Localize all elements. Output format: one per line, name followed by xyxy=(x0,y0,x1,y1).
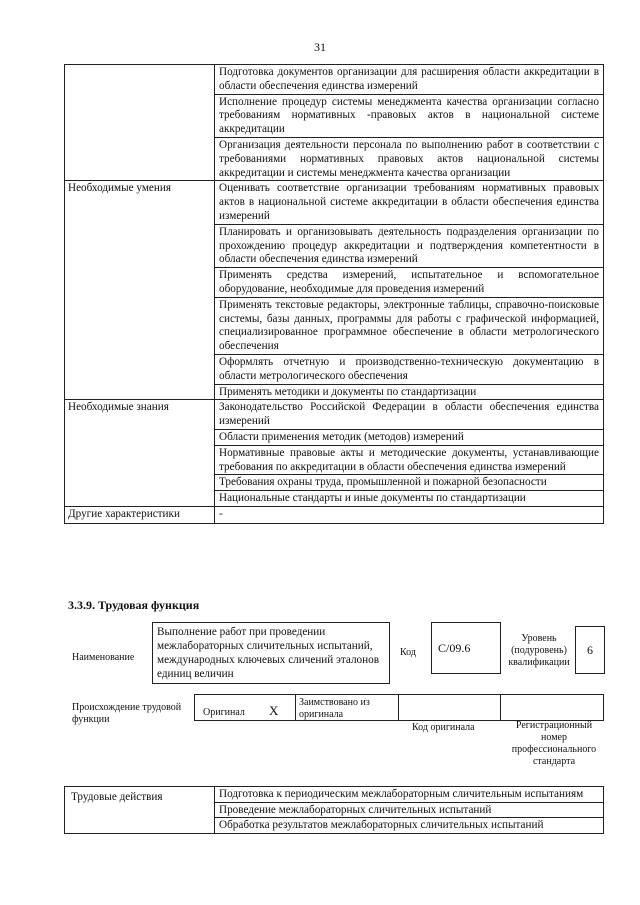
row-label: Необходимые умения xyxy=(65,181,215,400)
name-value: Выполнение работ при проведении межлабораторных сличительных испытаний, международных ключевых сличений эталонов единиц величин xyxy=(157,626,380,680)
name-label: Наименование xyxy=(72,652,135,663)
origin-divider-2 xyxy=(500,695,501,720)
section-heading: 3.3.9. Трудовая функция xyxy=(68,598,200,612)
row-label: Необходимые знания xyxy=(65,400,215,507)
original-mark: X xyxy=(269,703,279,718)
row-item: Применять средства измерений, испытательное и вспомогательное оборудование, необходимые для проведения измерений xyxy=(215,268,604,298)
row-item: Подготовка документов организации для расширения области аккредитации в области обеспечения единства измерений xyxy=(215,65,604,95)
level-value-box xyxy=(575,626,605,674)
competency-table xyxy=(64,64,604,524)
row-item: Организация деятельности персонала по выполнению работ в соответствии с требованиями нормативных правовых актов национальной системы аккредитации и системы менеджмента качества организации xyxy=(215,137,604,180)
origin-divider-1 xyxy=(398,695,399,720)
row-label: Трудовые действия xyxy=(65,787,215,834)
row-item: Применять текстовые редакторы, электронные таблицы, справочно-поисковые системы, базы данных, программы для работы с графической информацией, специализированное программное обеспечение в области метрологического обеспечения xyxy=(215,297,604,354)
row-item: Оформлять отчетную и производственно-техническую документацию в области метрологического обеспечения xyxy=(215,354,604,384)
row-label xyxy=(65,65,215,181)
row-label: Другие характеристики xyxy=(65,506,215,523)
reg-number-label: Регистрационный номер профессионального стандарта xyxy=(511,720,597,767)
name-value-box xyxy=(152,622,390,684)
row-item: Подготовка к периодическим межлабораторным сличительным испытаниям xyxy=(215,787,604,803)
row-item: Применять методики и документы по стандартизации xyxy=(215,384,604,400)
row-item: Проведение межлабораторных сличительных испытаний xyxy=(215,802,604,818)
table-row xyxy=(65,65,604,95)
row-item: - xyxy=(215,506,604,523)
original-label: Оригинал xyxy=(203,707,245,718)
code-label: Код xyxy=(400,647,416,658)
table-row xyxy=(65,181,604,224)
row-item: Обработка результатов межлабораторных сличительных испытаний xyxy=(215,818,604,834)
level-value: 6 xyxy=(587,643,593,657)
level-label: Уровень (подуровень) квалификации xyxy=(508,633,570,668)
table-row xyxy=(65,400,604,430)
code-value: С/09.6 xyxy=(438,641,471,655)
borrowed-label: Заимствовано из оригинала xyxy=(299,697,370,720)
table-row xyxy=(65,787,604,803)
origin-label: Происхождение трудовой функции xyxy=(72,702,182,725)
original-cell xyxy=(195,695,296,720)
row-item: Нормативные правовые акты и методические документы, устанавливающие требования по аккредитации в области обеспечения единства измерений xyxy=(215,445,604,475)
row-item: Оценивать соответствие организации требованиям нормативных правовых актов в национальной системе аккредитации в области обеспечения единства измерений xyxy=(215,181,604,224)
origin-row xyxy=(194,694,604,721)
row-item: Национальные стандарты и иные документы по стандартизации xyxy=(215,491,604,507)
table-row xyxy=(65,506,604,523)
row-item: Планировать и организовывать деятельность подразделения организации по прохождению процедур аккредитации и подтверждения компетентности в области обеспечения единства измерений xyxy=(215,224,604,267)
labor-actions-table xyxy=(64,786,604,834)
code-value-box xyxy=(431,622,501,674)
page-number: 31 xyxy=(314,40,326,54)
row-item: Законодательство Российской Федерации в области обеспечения единства измерений xyxy=(215,400,604,430)
row-item: Исполнение процедур системы менеджмента качества организации согласно требованиям нормативных -правовых актов в национальной системе аккредитации xyxy=(215,94,604,137)
code-original-label: Код оригинала xyxy=(412,722,475,733)
row-item: Области применения методик (методов) измерений xyxy=(215,429,604,445)
row-item: Требования охраны труда, промышленной и пожарной безопасности xyxy=(215,475,604,491)
